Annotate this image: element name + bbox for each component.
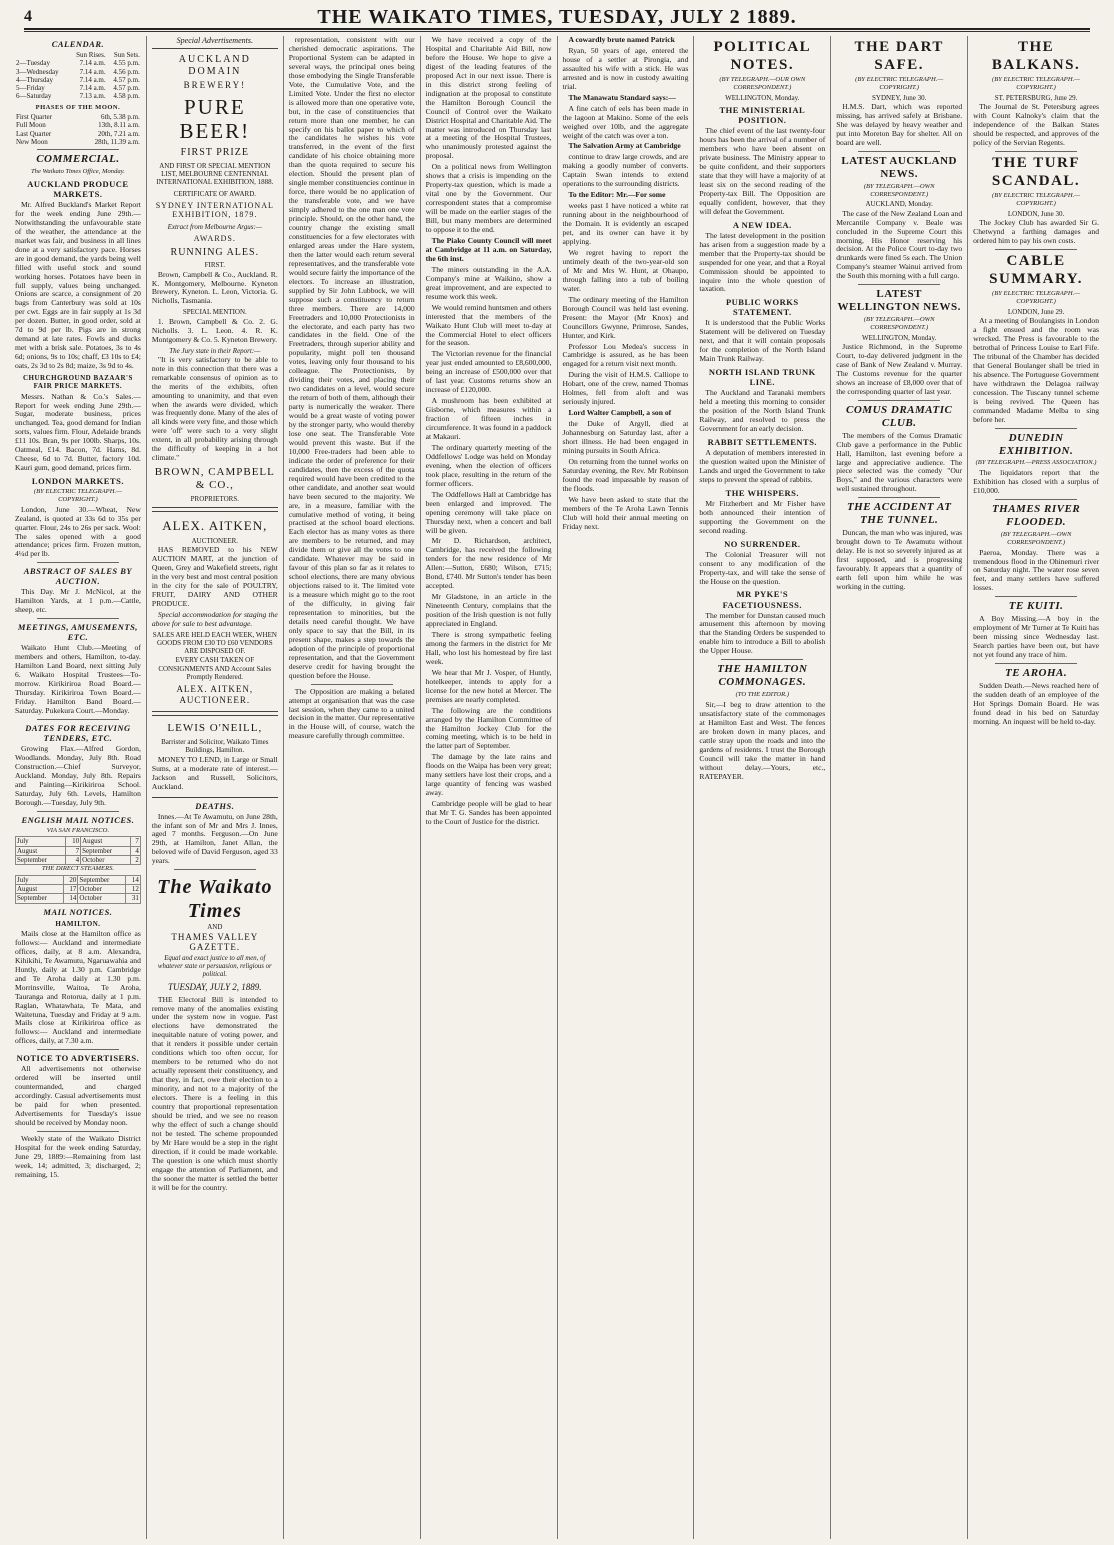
dunedin-sub: (BY TELEGRAPH.—PRESS ASSOCIATION.) [975, 459, 1097, 467]
table-cell: August [16, 885, 64, 894]
table-cell [15, 51, 69, 59]
news-item: During the visit of H.M.S. Calliope to Hobart, one of the crew, named Thomas Holmes, fell from aloft and was seriously injured. [562, 370, 689, 407]
paper-logo: The Waikato Times [157, 876, 273, 922]
pure-beer-heading: PURE BEER! [179, 94, 251, 144]
table-cell: October [78, 885, 126, 894]
divider [858, 151, 940, 152]
table-cell: 14 [126, 875, 141, 884]
table-cell: September [16, 855, 66, 864]
article-text: The members of the Comus Dramatic Club gave a performance in the Public Hall, Hamilton, last evening before a large and appreciative audience. The piece selected was the comedy "Our Boys," and the various characters were well sustained throughout. [836, 430, 963, 494]
dateline: LONDON, June 30. [1007, 209, 1065, 218]
deaths-text: Innes.—At Te Awamutu, on June 28th, the infant son of Mr and Mrs J. Innes, aged 7 months. Ferguson.—On June 29th, at Hamilton, Janet Allan, the beloved wife of David Ferguson, aged 33 years. [151, 811, 278, 866]
first-label: FIRST. [204, 261, 225, 270]
dateline: LONDON, June 29. [1007, 307, 1065, 316]
article-text: A deputation of members interested in the question waited upon the Minister of Lands and urged the Government to take steps to prevent the spread of rabbits. [699, 448, 826, 484]
table-cell: August [81, 837, 131, 846]
produce-heading: AUCKLAND PRODUCE MARKETS. [27, 178, 129, 199]
table-cell: 6th, 5.38 p.m. [100, 113, 140, 122]
sales-line: SALES ARE HELD EACH WEEK, WHEN GOODS FROM £30 TO £60 VENDORS ARE DISPOSED OF. [152, 630, 277, 656]
thames-sub: (BY TELEGRAPH.—OWN CORRESPONDENT.) [1000, 531, 1072, 546]
news-item: weeks past I have noticed a white rat running about in the neighbourhood of the Domain. It is evidently an escaped pet, and its owner can have it by applying. [562, 201, 689, 247]
table-cell: First Quarter [16, 113, 52, 122]
column-8 [968, 36, 1104, 1539]
news-item: The damage by the late rains and floods on the Waipa has been very great; many settlers have lost their crops, and a large quantity of fencing was washed away. [425, 752, 552, 798]
tenders-heading: DATES FOR RECEIVING TENDERS, ETC. [25, 722, 131, 743]
aitken-signature: ALEX. AITKEN, AUCTIONEER. [176, 684, 254, 705]
table-row [15, 84, 141, 92]
moon-table [15, 113, 141, 146]
table-row [15, 68, 141, 76]
produce-report: Mr. Alfred Buckland's Market Report for the week ending June 29th.—Notwithstanding the unfavourable state of the weather, the attendance at the market was fair, and business in all lines done at a very satisfactory pace. Horses are in good demand, the yards being well filled with useful stock and sound working horses. Potatoes have been in full supply, values being unchanged. Onions are scarce, a consignment of 20 bags from Canterbury was sold at 10s per cwt. Eggs are in fair supply at 1s 3d per dozen. Butter, in good order, sold at 7d to 9d per lb. Pigs are in strong demand at late rates. Fowls and ducks met with a brisk sale. Potatoes, 3s to 4s 6d; onions, 9s to 10s; chaff, £3 10s to £4; oats, 2s 3d to 2s 8d; maize, 3s 9d to 4s. [15, 199, 141, 371]
aitken-name: ALEX. AITKEN, [162, 518, 268, 534]
turf-heading: THE TURF SCANDAL. [991, 154, 1081, 189]
oneill-ad [152, 715, 278, 797]
section-heading: PUBLIC WORKS STATEMENT. [725, 297, 799, 318]
divider [995, 499, 1077, 500]
table-cell: 2—Tuesday [16, 59, 50, 68]
notice-text: All advertisements not otherwise ordered will be inserted until countermanded, and charged accordingly. Casual advertisements must be paid for when presented. Advertisements for Tuesday's issue should be received by Monday noon. [15, 1064, 141, 1128]
article-text: At a meeting of Boulangists in London a fight ensued and the room was wrecked. The Press is favourable to the betrothal of Princess Louise to Earl Fife. The tribunal of the Chamber has decided that General Boulanger shall be tried in his absence. The Portuguese Government have withdrawn the Delagoa railway concession. The Tuscany tunnel scheme is being revived. The Queen has commanded Madame Melba to sing before her. [973, 316, 1099, 424]
article-text: The Auckland and Taranaki members held a meeting this morning to consider the position of the North Island Trunk Railway, and resolved to press the Government for an early decision. [699, 388, 826, 434]
thames-heading: THAMES RIVER FLOODED. [991, 503, 1081, 529]
table-row [15, 92, 141, 100]
article-text: Sudden Death.—News reached here of the sudden death of an employee of the Hot Springs Domain Board. He was found dead in his bed on Saturday morning. An inquest will be held to-day. [973, 681, 1099, 726]
article-text: The latest development in the position has arisen from a suggestion made by a member that the Property-tax should be suspended for one year, and that a Royal Commission should be appointed to inquire into the whole question of taxation. [699, 230, 826, 294]
news-item: The following are the conditions arranged by the Hamilton Committee of the Hamilton Jockey Club for the coming meeting, which is to be held in the latter part of September. [425, 705, 552, 751]
divider [995, 151, 1077, 152]
oneill-name: LEWIS O'NEILL, [167, 722, 263, 735]
table-cell: October [81, 855, 131, 864]
table-row [16, 855, 141, 864]
divider [995, 663, 1077, 664]
news-item: There is strong sympathetic feeling among the farmers in the district for Mr Hall, who lost his homestead by fire last week. [425, 630, 552, 666]
news-item: We have been asked to state that the members of the Te Aroha Lawn Tennis Club will hold their annual meeting on Friday next. [562, 494, 689, 531]
deaths-heading: DEATHS. [195, 800, 235, 811]
news-item: We have received a copy of the Hospital and Charitable Aid Bill, now before the House. We hope to give a digest of the leading features of the proposed Act in our next issue. There is in this district strong feeling of indignation at the proposal to constitute the Hamilton Borough Council the Council of Control over the Waikato District Hospital and Charitable Aid. The matter was introduced on Thursday last at a meeting of the Hospital Trustees, who unanimously protested against the proposal. [425, 36, 552, 161]
column-6 [694, 36, 831, 1539]
auckland-news-sub: (BY TELEGRAPH.—OWN CORRESPONDENT.) [863, 182, 935, 198]
divider [995, 596, 1077, 597]
mails-heading: ENGLISH MAIL NOTICES. [21, 814, 135, 825]
table-cell: 2 [131, 855, 141, 864]
table-cell: 7.14 a.m. [79, 67, 106, 76]
meetings-text: Waikato Hunt Club.—Meeting of members and others, Hamilton, to-day. Hamilton Land Board, next sitting July 6. Waikato Hospital Trustees—To-morrow. Kirikiriroa Road Board.—Thursday. Kirikiriroa Town Board.—Friday. Hamilton Band Board.—Saturday. Pukekura Court.—Monday. [15, 643, 141, 715]
divider [858, 284, 940, 285]
political-notes-heading: POLITICAL NOTES. [713, 39, 812, 73]
paper-and: AND [207, 923, 223, 932]
commonages-heading: THE HAMILTON COMMONAGES. [717, 663, 808, 689]
notice-heading: NOTICE TO ADVERTISERS. [16, 1053, 140, 1064]
article-text: The member for Dunstan caused much amusement this afternoon by moving that the Standing Orders be suspended to enable him to introduce a Bill to abolish the Upper House. [699, 610, 826, 656]
tearoha-heading: TE AROHA. [1004, 667, 1068, 680]
divider [721, 659, 803, 660]
church-report: Messrs. Nathan & Co.'s Sales.—Report for week ending June 29th.—Sugar, moderate business, prices unchanged. Tea, good demand for Indian sorts, values firm. Flour, Adelaide brands £11 10s. Bran, 9s per 100lb. Sharps, 10s. Oatmeal, £14. Bacon, 7d. Hams, 8d. Cheese, 6d to 7d. Butter, factory 10d. Kauri gum, good demand, prices firm. [15, 391, 141, 473]
divider [995, 249, 1077, 250]
newspaper-title: THE WAIKATO TIMES, TUESDAY, JULY 2 1889. [317, 5, 797, 28]
column-7 [831, 36, 968, 1539]
paper-motto: Equal and exact justice to all men, of whatever state or persuasion, religious or political. [157, 954, 272, 978]
divider [995, 428, 1077, 429]
table-row [16, 875, 141, 884]
table-row [15, 113, 141, 121]
special-list: 1. Brown, Campbell & Co. 2. G. Nicholls. 3. L. Leon. 4. R. K. Montgomery & Co. 5. Kyneton Brewery. [151, 316, 278, 344]
dateline: SYDNEY, June 30. [872, 93, 927, 102]
london-subheading: (BY ELECTRIC TELEGRAPH.—COPYRIGHT.) [33, 488, 122, 503]
news-item-title: The Manawatu Standard says:— [568, 92, 676, 102]
news-item: We regret having to report the untimely death of the two-year-old son of Mr and Mrs W. Hunt, at Ohaupo, through falling into a tub of boiling water. [562, 247, 689, 293]
article-text: Justice Richmond, in the Supreme Court, to-day delivered judgment in the case of Bank of New Zealand v. Murray. The Customs revenue for the quarter shows an increase of £8,000 over that of the corresponding quarter of last year. [836, 341, 963, 396]
news-item: Mr D. Richardson, architect, Cambridge, has received the following tenders for the new residence of Mr Allen:—Sutton, £680; Wilson, £715; Bond, £740. Mr Sutton's tender has been accepted. [425, 536, 552, 591]
abstract-heading: ABSTRACT OF SALES BY AUCTION. [23, 566, 133, 587]
table-cell: 10 [65, 837, 80, 846]
brewery-subtitle: BREWERY! [183, 80, 247, 91]
news-item: Professor Lou Medea's success in Cambridge is assured, as he has been engaged for a return visit next month. [562, 341, 689, 369]
dart-heading: THE DART SAFE. [854, 39, 944, 73]
mails-subheading-2: THE DIRECT STEAMERS. [41, 865, 115, 873]
running-ales: RUNNING ALES. [170, 246, 260, 258]
church-heading: CHURCHGROUND BAZAAR'S FAIR PRICE MARKETS. [23, 374, 133, 391]
news-item: A mushroom has been exhibited at Gisborne, which measures within a fraction of fifteen inches in circumference. It was found in a paddock at Makauri. [425, 396, 552, 441]
table-row [16, 885, 141, 894]
divider [858, 497, 940, 498]
prize-line: AND FIRST OR SPECIAL MENTION LIST, MELBOURNE CENTENNIAL INTERNATIONAL EXHIBITION, 1888. [156, 161, 274, 187]
table-cell: 4.56 p.m. [113, 67, 140, 76]
table-cell: 7.14 a.m. [79, 84, 106, 93]
news-item: A fine catch of eels has been made in the lagoon at Makino. Some of the eels weighed over 10lb, and the aggregate weight of the catch was over a ton. [562, 103, 689, 140]
dateline: ST. PETERSBURG, June 29. [994, 93, 1078, 102]
brewery-title: AUCKLAND DOMAIN [178, 54, 251, 78]
news-item: The ordinary meeting of the Hamilton Borough Council was held last evening. Present: the Mayor (Mr Knox) and Councillors Gwynne, Primrose, Sandes, Hunter, and Kirk. [562, 294, 689, 340]
tekuiti-heading: TE KUITI. [1008, 600, 1064, 613]
table-cell: August [16, 846, 66, 855]
table-cell: 20 [63, 875, 78, 884]
article-text: Paeroa, Monday. There was a tremendous flood in the Ohinemuri river on Saturday night. The water rose seven feet, and many settlers have suffered losses. [973, 547, 1099, 593]
issue-date: TUESDAY, JULY 2, 1889. [168, 981, 262, 992]
news-item: On a political news from Wellington shows that a crisis is impending on the Property-tax question, which is made a vital one by the Government. Our correspondent states that a compromise will be made on the earlier stages of the Bill, but many members are determined to oppose it to the end. [425, 162, 552, 235]
column-3 [284, 36, 421, 1539]
table-cell: October [78, 894, 126, 903]
london-heading: LONDON MARKETS. [31, 476, 124, 487]
table-cell: 4.58 p.m. [113, 92, 140, 101]
accident-heading: THE ACCIDENT AT THE TUNNEL. [846, 501, 952, 527]
page-number: 4 [24, 8, 32, 25]
aitken-ad [152, 511, 278, 712]
news-item-title: Lord Walter Campbell, a son of [568, 408, 672, 418]
table-cell: 4.57 p.m. [113, 84, 140, 93]
news-item: Cambridge people will be glad to hear that Mr T. G. Sandes has been appointed to the Court of Justice for the district. [425, 799, 552, 827]
article-text: Mr Fitzherbert and Mr Fisher have both announced their intention of supporting the Government on the second reading. [699, 498, 826, 535]
mails-table [15, 836, 141, 865]
dunedin-heading: DUNEDIN EXHIBITION. [998, 431, 1074, 457]
article-text: H.M.S. Dart, which was reported missing, has arrived safely at Brisbane. She was delayed by heavy weather and put into Moreton Bay for shelter. All on board are well. [836, 102, 963, 147]
table-cell: July [16, 875, 64, 884]
news-item: Mr Gladstone, in an article in the Nineteenth Century, complains that the position of the Irish question is not fully appreciated in England. [425, 592, 552, 629]
masthead-rule [24, 31, 1090, 32]
calendar-table [15, 51, 141, 101]
news-item: We would remind huntsmen and others interested that the members of the Waikato Hunt Club will meet to-day at the Commercial Hotel to elect officers for the season. [425, 302, 552, 348]
commercial-heading: COMMERCIAL. [36, 153, 120, 166]
table-cell: 7.14 a.m. [79, 59, 106, 68]
news-item: The miners outstanding in the A.A. Company's mine at Waikino, show a great improvement, and are expected to resume work this week. [425, 264, 552, 301]
table-cell: 7 [65, 846, 80, 855]
table-cell: 4—Thursday [16, 75, 53, 84]
section-heading: NORTH ISLAND TRUNK LINE. [708, 367, 816, 388]
article-text: The case of the New Zealand Loan and Mercantile Company v. Beale was concluded in the Supreme Court this morning, His Honor reserving his decision. At the Police Court to-day two drunkards were fined 5s each. The Union Company's steamer Wainui arrived from the South this morning with a full cargo. [836, 208, 963, 281]
table-cell: 14 [63, 894, 78, 903]
article-text: A Boy Missing.—A boy in the employment of Mr Turner at Te Kuiti has been missing since Wednesday last. Search parties have been out, but have not yet found any trace of him. [973, 614, 1099, 660]
divider [37, 618, 119, 619]
table-cell: 4 [65, 855, 80, 864]
sydney-exhibition: SYDNEY INTERNATIONAL EXHIBITION, 1879. [155, 200, 274, 220]
calendar-heading: CALENDAR. [51, 39, 105, 49]
aitken-note: Special accommodation for staging the above for sale to best advantage. [151, 609, 278, 628]
section-heading: THE WHISPERS. [725, 487, 800, 498]
table-cell: Last Quarter [16, 129, 52, 138]
dateline: AUCKLAND, Monday. [865, 200, 933, 209]
table-row [15, 76, 141, 84]
news-item: continue to draw large crowds, and are making a goodly number of converts. Captain Swan intends to extend operations to the surrounding districts. [562, 152, 689, 189]
news-item-title: The Salvation Army at Cambridge [568, 141, 681, 151]
turf-sub: (BY ELECTRIC TELEGRAPH.—COPYRIGHT.) [992, 192, 1081, 208]
jury-label: The Jury state in their Report:— [169, 346, 261, 355]
divider [37, 562, 119, 563]
article-text: The Jockey Club has awarded Sir G. Chetwynd a farthing damages and ordered him to pay his own costs. [973, 218, 1099, 245]
table-cell: New Moon [16, 137, 48, 146]
masthead [24, 6, 1090, 30]
divider [37, 1131, 119, 1132]
table-row [15, 51, 141, 59]
table-cell: July [16, 837, 66, 846]
table-cell: 3—Wednesday [16, 67, 59, 76]
table-cell: 4.55 p.m. [113, 59, 140, 68]
table-row [16, 837, 141, 846]
columns [10, 36, 1104, 1539]
column-4 [421, 36, 558, 1539]
certificate: CERTIFICATE OF AWARD. [173, 189, 257, 198]
news-item-title: To the Editor: Mr.—For some [568, 190, 666, 200]
news-item: We hear that Mr J. Vosper, of Huntly, hotelkeeper, intends to apply for a license for the new hotel at Mercer. The premises are nearly completed. [425, 667, 552, 704]
article-text: The chief event of the last twenty-four hours has been the arrival of a number of members who have been absent on private business. The Ministry appear to be quite confident, and their supporters state that they will have a majority of at least six on the second reading of the Property-tax Bill. The Opposition are equally confident, however, that they will defeat the Government. [699, 126, 826, 216]
mails-subheading: VIA SAN FRANCISCO. [46, 826, 110, 834]
news-item: The Oddfellows Hall at Cambridge has been enlarged and improved. The opening ceremony will take place on Thursday next, when a concert and ball will be given. [425, 489, 552, 535]
table-cell: 4.57 p.m. [113, 75, 140, 84]
table-cell: 31 [126, 894, 141, 903]
hamilton-heading: HAMILTON. [55, 919, 101, 928]
aitken-role: AUCTIONEER. [191, 536, 239, 545]
table-cell: 5—Friday [16, 84, 45, 93]
tenders-text: Growing Flax.—Alfred Gordon, Woodlands. Monday, July 8th. Road Construction.—Chief Surveyor, Auckland. Monday, July 8th. Repairs and Painting—Kirikiriroa School. Saturday, July 6th. Levels, Hamilton Borough.—Tuesday, July 9th. [15, 743, 141, 807]
balkans-sub: (BY ELECTRIC TELEGRAPH.—COPYRIGHT.) [992, 76, 1081, 92]
table-cell: 17 [63, 885, 78, 894]
table-row [15, 121, 141, 129]
mails-table-2 [15, 875, 141, 904]
comus-heading: COMUS DRAMATIC CLUB. [846, 403, 953, 429]
abstract-text: This Day. Mr J. McNicol, at the Hamilton Yards, at 1 p.m.—Cattle, sheep, etc. [15, 587, 141, 615]
special-ads-heading: Special Advertisements. [176, 36, 253, 45]
moon-heading: PHASES OF THE MOON. [35, 103, 121, 111]
mail-notices-heading: MAIL NOTICES. [43, 906, 113, 917]
section-heading: RABBIT SETTLEMENTS. [707, 437, 818, 447]
article-text: It is understood that the Public Works Statement will be delivered on Tuesday next, and that it will contain proposals for the completion of the North Island Main Trunk Railway. [699, 318, 826, 364]
commonages-sub: (TO THE EDITOR.) [735, 691, 790, 699]
table-cell: 7 [131, 837, 141, 846]
oneill-sub: Barrister and Solicitor, Waikato Times Buildings, Hamilton. [161, 738, 269, 755]
section-heading: A NEW IDEA. [732, 219, 792, 230]
leading-article: THE Electoral Bill is intended to remove many of the anomalies existing under the system now in vogue. Past elections have demonstrated the inequitable nature of voting power, and that it renders it possible under certain conditions which too often occur, for members to be returned who do not actually represent their constituency, and that they, in fact, owe their election to a minority, and not to a majority of the electors. There is a feeling in this country that proportional representation should be tried, and we see no reason why the effect of such a change should not be tested. The scheme propounded by Mr Hare would be a step in the right direction, if it could be made workable. The question is one which must shortly engage the attention of Parliament, and the sooner the matter is settled the better it will be for the country. [151, 994, 278, 1192]
section-heading: MR PYKE'S FACETIOUSNESS. [722, 589, 802, 610]
table-cell: 7.13 a.m. [79, 92, 106, 101]
table-cell: Full Moon [16, 121, 46, 130]
wellington-news-sub: (BY TELEGRAPH.—OWN CORRESPONDENT.) [863, 316, 935, 331]
divider [858, 400, 940, 401]
commercial-subheading: The Waikato Times Office, Monday. [30, 168, 125, 176]
column-2 [147, 36, 284, 1539]
dateline: WELLINGTON, Monday. [862, 333, 937, 342]
paper-subtitle: THAMES VALLEY GAZETTE. [171, 931, 259, 953]
table-cell: Sun Sets. [113, 51, 140, 60]
divider [37, 719, 119, 720]
article-text: The liquidators report that the Exhibition has closed with a surplus of £10,000. [973, 468, 1099, 496]
table-row [16, 894, 141, 903]
article-continued: representation, consistent with our cherished democratic aspirations. The Proportional System can be adapted in several ways, the principal ones being those embodying the Single Transferable Vote, the Cumulative Vote, and the Limited Vote. Under the first no elector is allowed more than one operative vote, but, in the case of constituencies that return more than one member, he can specify on his ballot paper to which of the candidates he wishes his vote transferred, in the event of the first candidate of his choice obtaining more than the quota required to secure his election. Should the present plan of single member constituencies continue in force, there would be no application of the transferable vote, and we have simply adhered to the one man one vote principle. Should, on the other hand, the country change the existing small constituencies for a few electorates with enlarged areas under the Hare system, then the latter would each return several representatives, and the transferable vote would secure fairly the importance of the electors. To increase an illustration, supplied by Sir John Lubbock, we will suppose such a constituency to return three members. There are 14,000 Freetraders and 10,000 Protectionists in the electorate, and each party has two candidates in the field. One of the Freetraders, through superior ability and popularity, might poll ten thousand votes, leaving only four thousand to his colleague. The Protectionists, by dividing their votes, and placing their two candidates on a level, would secure the return of both of them, although their party is numerically the weaker. There would be a great waste of voting power by the stronger party, who would thereby lose one seat. The Transferable Vote would prevent this waste. But if the 10,000 Free-traders had been able to indicate the order of preference for their candidates, then the excess of the quota required would have been credited to the other candidate, and another seat would have been secured to the majority. We are, in a measure, familiar with the cumulative method of voting, it being practised at the school board elections. Each elector has as many votes as there are members to be returned, and may divide them or give all the votes to one candidate. Whatever may be said in favour of this plan so far as it relates to school elections, there are many obvious objections raised to it. The limited vote is a measure which might go to the root of the difficulty, in giving fair representation to minorities, but the details need careful thought. We have only space to say that the Bill, in its present shape, makes a step towards the adoption of the principle of proportional representation, and that the Government deserve credit for having brought the question before the House. [288, 36, 415, 680]
every-line: EVERY CASH TAKEN OF CONSIGNMENTS AND Account Sales Promptly Rendered. [158, 656, 272, 681]
auckland-news-heading: LATEST AUCKLAND NEWS. [841, 154, 957, 180]
table-cell: 20th, 7.21 a.m. [97, 129, 140, 138]
article-text: The Journal de St. Petersburg agrees with Count Kalnoky's claim that the independence of the Balkan States should be respected, and approves of the policy of the Servian Regents. [973, 102, 1099, 147]
table-cell: September [78, 875, 126, 884]
table-cell: 13th, 8.11 a.m. [98, 121, 140, 130]
table-row [15, 59, 141, 67]
awards: AWARDS. [193, 234, 236, 244]
dart-sub: (BY ELECTRIC TELEGRAPH.—COPYRIGHT.) [855, 76, 944, 92]
table-cell: 4 [131, 846, 141, 855]
aitken-text: HAS REMOVED to his NEW AUCTION MART, at the junction of Queen, Grey and Wakefield streets, right in the very best and most central position in the city for the sale of POULTRY, FRUIT, DAIRY AND OTHER PRODUCE. [151, 544, 278, 608]
article-text: Duncan, the man who was injured, was brought down to Te Awamutu without delay. He is not so severely injured as at first supposed, and is progressing favourably. It appears that a quantity of earth fell upon him while he was working in the cutting. [836, 528, 963, 591]
news-item-title: A cowardly brute named Patrick [568, 36, 675, 44]
meetings-heading: MEETINGS, AMUSEMENTS, ETC. [17, 622, 138, 643]
brewery-ad [152, 48, 278, 508]
table-cell: September [16, 894, 64, 903]
section-heading: NO SURRENDER. [724, 538, 801, 549]
table-cell: 7.14 a.m. [79, 75, 106, 84]
wellington-news-heading: LATEST WELLINGTON NEWS. [837, 288, 961, 314]
news-item: Ryan, 50 years of age, entered the house of a settler at Pirongia, and assaulted his wife with a stick. He was arrested and is now in custody awaiting trial. [562, 45, 689, 91]
table-cell: Sun Rises. [76, 51, 106, 60]
section-heading: THE MINISTERIAL POSITION. [719, 105, 806, 126]
news-item: The Piako County Council will meet at Cambridge at 11 a.m. on Saturday, the 6th inst. [425, 235, 552, 263]
table-cell: 6—Saturday [16, 92, 52, 101]
brown-campbell: BROWN, CAMPBELL & CO., [154, 466, 275, 492]
table-row [16, 846, 141, 855]
proprietors: PROPRIETORS. [190, 495, 239, 504]
political-notes-sub: (BY TELEGRAPH.—OUR OWN CORRESPONDENT.) [719, 76, 806, 92]
divider [311, 684, 393, 685]
divider [37, 811, 119, 812]
balkans-heading: THE BALKANS. [991, 39, 1081, 73]
news-item: On returning from the tunnel works on Saturday evening, the Rev. Mr Robinson found the road impassable by reason of the floods. [562, 456, 689, 493]
hamilton-mails: Mails close at the Hamilton office as follows:— Auckland and intermediate offices, daily, at 8 a.m. Alexandra, Kihikihi, Te Awamutu, Ngaruawahia and Huntly, daily at 1.30 p.m. Cambridge and Te Aroha daily at 1.30 p.m. Morrinsville, Waitoa, Te Aroha, Tauranga and Rotorua, daily at 1 p.m. Raglan, Whatawhata, Te Mata, and Waitetuna, Tuesday and Friday at 9 a.m. Mails close at Kirikiriroa office as follows:— Auckland and intermediate offices, daily, at 7.30 a.m. [15, 928, 141, 1046]
column-5 [558, 36, 695, 1539]
divider [37, 149, 119, 150]
first-list: Brown, Campbell & Co., Auckland. R. K. Montgomery, Melbourne. Kyneton Brewery, Kyneton. L. Leon, Victoria. G. Nicholls, Tasmania. [151, 269, 278, 306]
article-text: The Opposition are making a belated attempt at organisation that was the case last session, when they came to a united decision in the matter. Our representative in the House will, of course, watch the measure carefully through committee. [288, 686, 415, 741]
divider [37, 1049, 119, 1050]
column-1 [10, 36, 147, 1539]
money-text: MONEY TO LEND, in Large or Small Sums, at a moderate rate of interest.—Jackson and Russell, Solicitors, Auckland. [151, 754, 278, 791]
cable-heading: CABLE SUMMARY. [989, 252, 1083, 287]
table-row [15, 138, 141, 146]
first-prize: FIRST PRIZE [180, 147, 249, 159]
table-row [15, 130, 141, 138]
table-cell: 28th, 11.39 a.m. [94, 137, 140, 146]
cable-sub: (BY ELECTRIC TELEGRAPH.—COPYRIGHT.) [992, 290, 1081, 306]
london-report: London, June 30.—Wheat, New Zealand, is quoted at 33s 6d to 35s per quarter. Flour, 24s to 26s per sack. Wool: The sales opened with a good attendance; prices firm. Frozen mutton, 4¼d per lb. [15, 504, 141, 559]
dateline: WELLINGTON, Monday. [725, 93, 800, 102]
article-text: The Colonial Treasurer will not consent to any modification of the Property-tax, and will take the sense of the House on the question. [699, 549, 826, 586]
divider [174, 869, 256, 870]
hospital-weekly: Weekly state of the Waikato District Hospital for the week ending Saturday, June 29, 1889:—Remaining from last week, 14; admitted, 3; discharged, 2; remaining, 15. [15, 1134, 141, 1179]
table-cell: 12 [126, 885, 141, 894]
news-item: The ordinary quarterly meeting of the Oddfellows' Lodge was held on Monday evening, when the election of officers took place, resulting in the return of the former officers. [425, 442, 552, 488]
jury-text: "It is very satisfactory to be able to note in this connection that there was a remarkable consensus of opinion as to the merits of the exhibits, often amounting to unanimity, and that even when the awards were divided, which was frequently done. Many of the ales of all kinds were very fine, and those which were 'off' were such to a very slight extent, in all probability arising through the difficulty of keeping in a hot climate." [151, 354, 278, 463]
news-item: The Victorian revenue for the financial year just ended amounted to £8,600,000, being an increase of £500,000 over that of last year. Customs returns show an increase of £120,000. [425, 349, 552, 395]
special-mention: SPECIAL MENTION. [182, 308, 247, 317]
letter-text: Sir,—I beg to draw attention to the unsatisfactory state of the commonages at Hamilton East and West. The fences are broken down in many places, and cattle stray upon the roads and into the gardens of residents. I trust the Borough Council will take the matter in hand without delay.—Yours, etc., RATEPAYER. [699, 699, 826, 781]
table-cell: September [81, 846, 131, 855]
news-item: the Duke of Argyll, died at Johannesburg on Saturday last, after a short illness. He had been engaged in mining pursuits in South Africa. [562, 419, 689, 455]
extract: Extract from Melbourne Argus:— [167, 222, 263, 231]
